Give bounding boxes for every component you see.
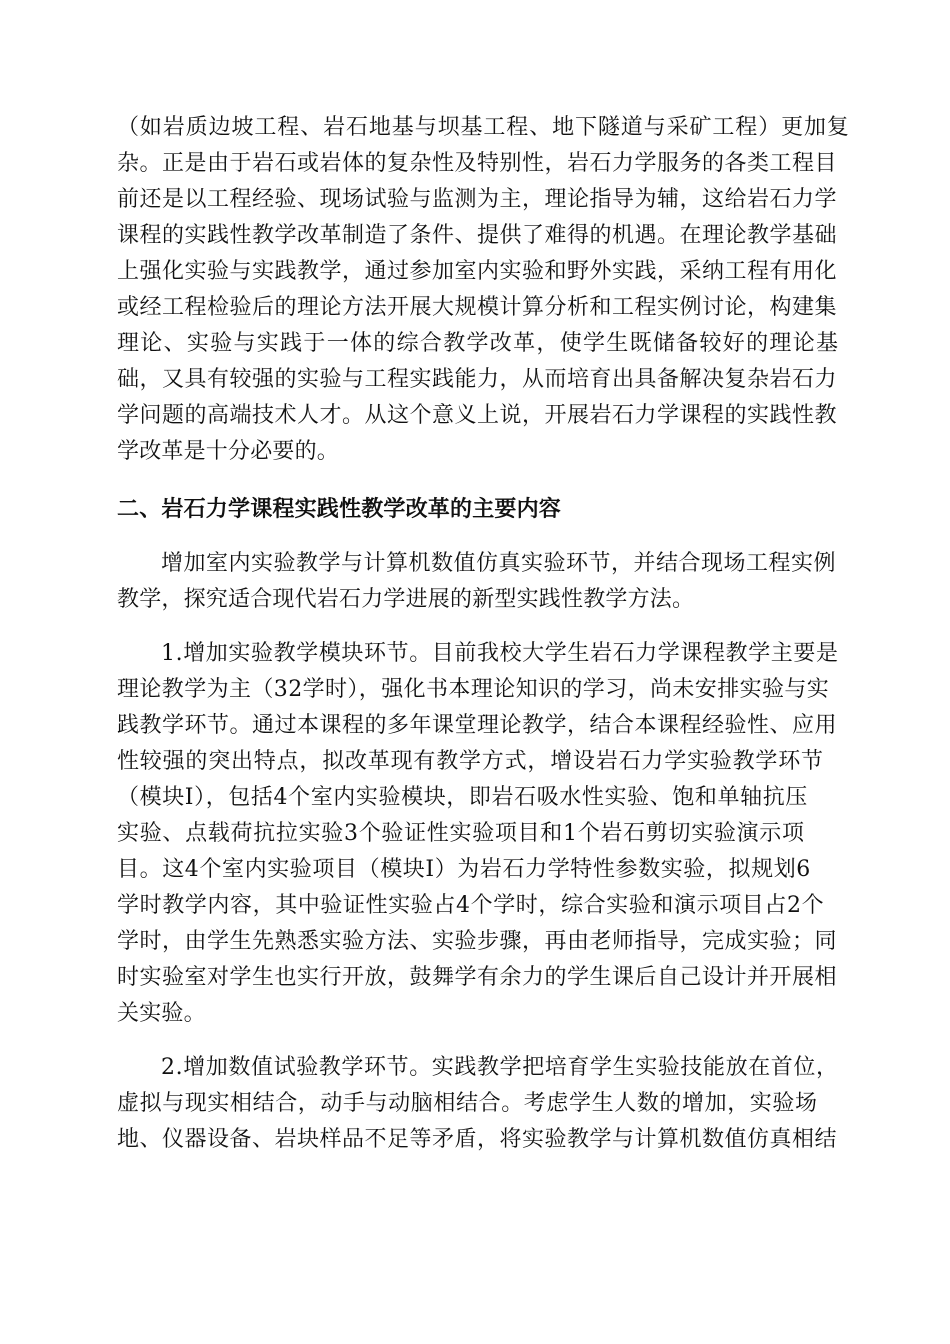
text-line: 2.增加数值试验教学环节。实践教学把培育学生实验技能放在首位，: [161, 1055, 839, 1080]
text-line: 学时，由学生先熟悉实验方法、实验步骤，再由老师指导，完成实验；同: [117, 929, 838, 954]
text-line: （模块Ⅰ），包括4个室内实验模块，即岩石吸水性实验、饱和单轴抗压: [117, 785, 808, 810]
text-line: 理论、实验与实践于一体的综合教学改革，使学生既储备较好的理论基: [117, 331, 840, 356]
text-line: 时实验室对学生也实行开放，鼓舞学有余力的学生课后自己设计并开展相: [117, 965, 838, 990]
text-line: 学时教学内容，其中验证性实验占4个学时，综合实验和演示项目占2个: [117, 893, 825, 918]
text-line: 学问题的高端技术人才。从这个意义上说，开展岩石力学课程的实践性教: [117, 403, 838, 428]
text-line: 教学，探究适合现代岩石力学进展的新型实践性教学方法。: [117, 587, 695, 612]
text-line: 增加室内实验教学与计算机数值仿真实验环节，并结合现场工程实例: [161, 551, 837, 576]
text-line: 目。这4个室内实验项目（模块Ⅰ）为岩石力学特性参数实验，拟规划6: [117, 857, 811, 882]
text-line: 前还是以工程经验、现场试验与监测为主，理论指导为辅，这给岩石力学: [117, 187, 838, 212]
text-line: （如岩质边坡工程、岩石地基与坝基工程、地下隧道与采矿工程）更加复: [117, 115, 850, 140]
spacer: [117, 1032, 835, 1050]
text-line: 关实验。: [117, 1001, 206, 1026]
text-line: 地、仪器设备、岩块样品不足等矛盾，将实验教学与计算机数值仿真相结: [117, 1127, 838, 1152]
section-heading: 二、岩石力学课程实践性教学改革的主要内容: [117, 497, 562, 522]
text-line: 础，又具有较强的实验与工程实践能力，从而培育出具备解决复杂岩石力: [117, 367, 838, 392]
text-line: 或经工程检验后的理论方法开展大规模计算分析和工程实例讨论，构建集: [117, 295, 838, 320]
spacer: [117, 470, 835, 492]
document-body: [117, 110, 850, 1158]
paragraph-3: [117, 636, 839, 1032]
text-line: 虚拟与现实相结合，动手与动脑相结合。考虑学生人数的增加，实验场: [117, 1091, 818, 1116]
text-line: 践教学环节。通过本课程的多年课堂理论教学，结合本课程经验性、应用: [117, 713, 838, 738]
spacer: [117, 618, 835, 636]
paragraph-1: [117, 110, 850, 470]
spacer: [117, 528, 835, 546]
paragraph-4: [117, 1050, 839, 1158]
text-line: 性较强的突出特点，拟改革现有教学方式，增设岩石力学实验教学环节: [117, 749, 824, 774]
text-line: 课程的实践性教学改革制造了条件、提供了难得的机遇。在理论教学基础: [117, 223, 838, 248]
text-line: 1.增加实验教学模块环节。目前我校大学生岩石力学课程教学主要是: [161, 641, 839, 666]
paragraph-2: [117, 546, 835, 618]
text-line: 学改革是十分必要的。: [117, 439, 340, 464]
text-line: 理论教学为主（32学时），强化书本理论知识的学习，尚未安排实验与实: [117, 677, 830, 702]
text-line: 实验、点载荷抗拉实验3个验证性实验项目和1个岩石剪切实验演示项: [117, 821, 805, 846]
text-line: 杂。正是由于岩石或岩体的复杂性及特别性，岩石力学服务的各类工程目: [117, 151, 838, 176]
text-line: 上强化实验与实践教学，通过参加室内实验和野外实践，采纳工程有用化: [117, 259, 838, 284]
